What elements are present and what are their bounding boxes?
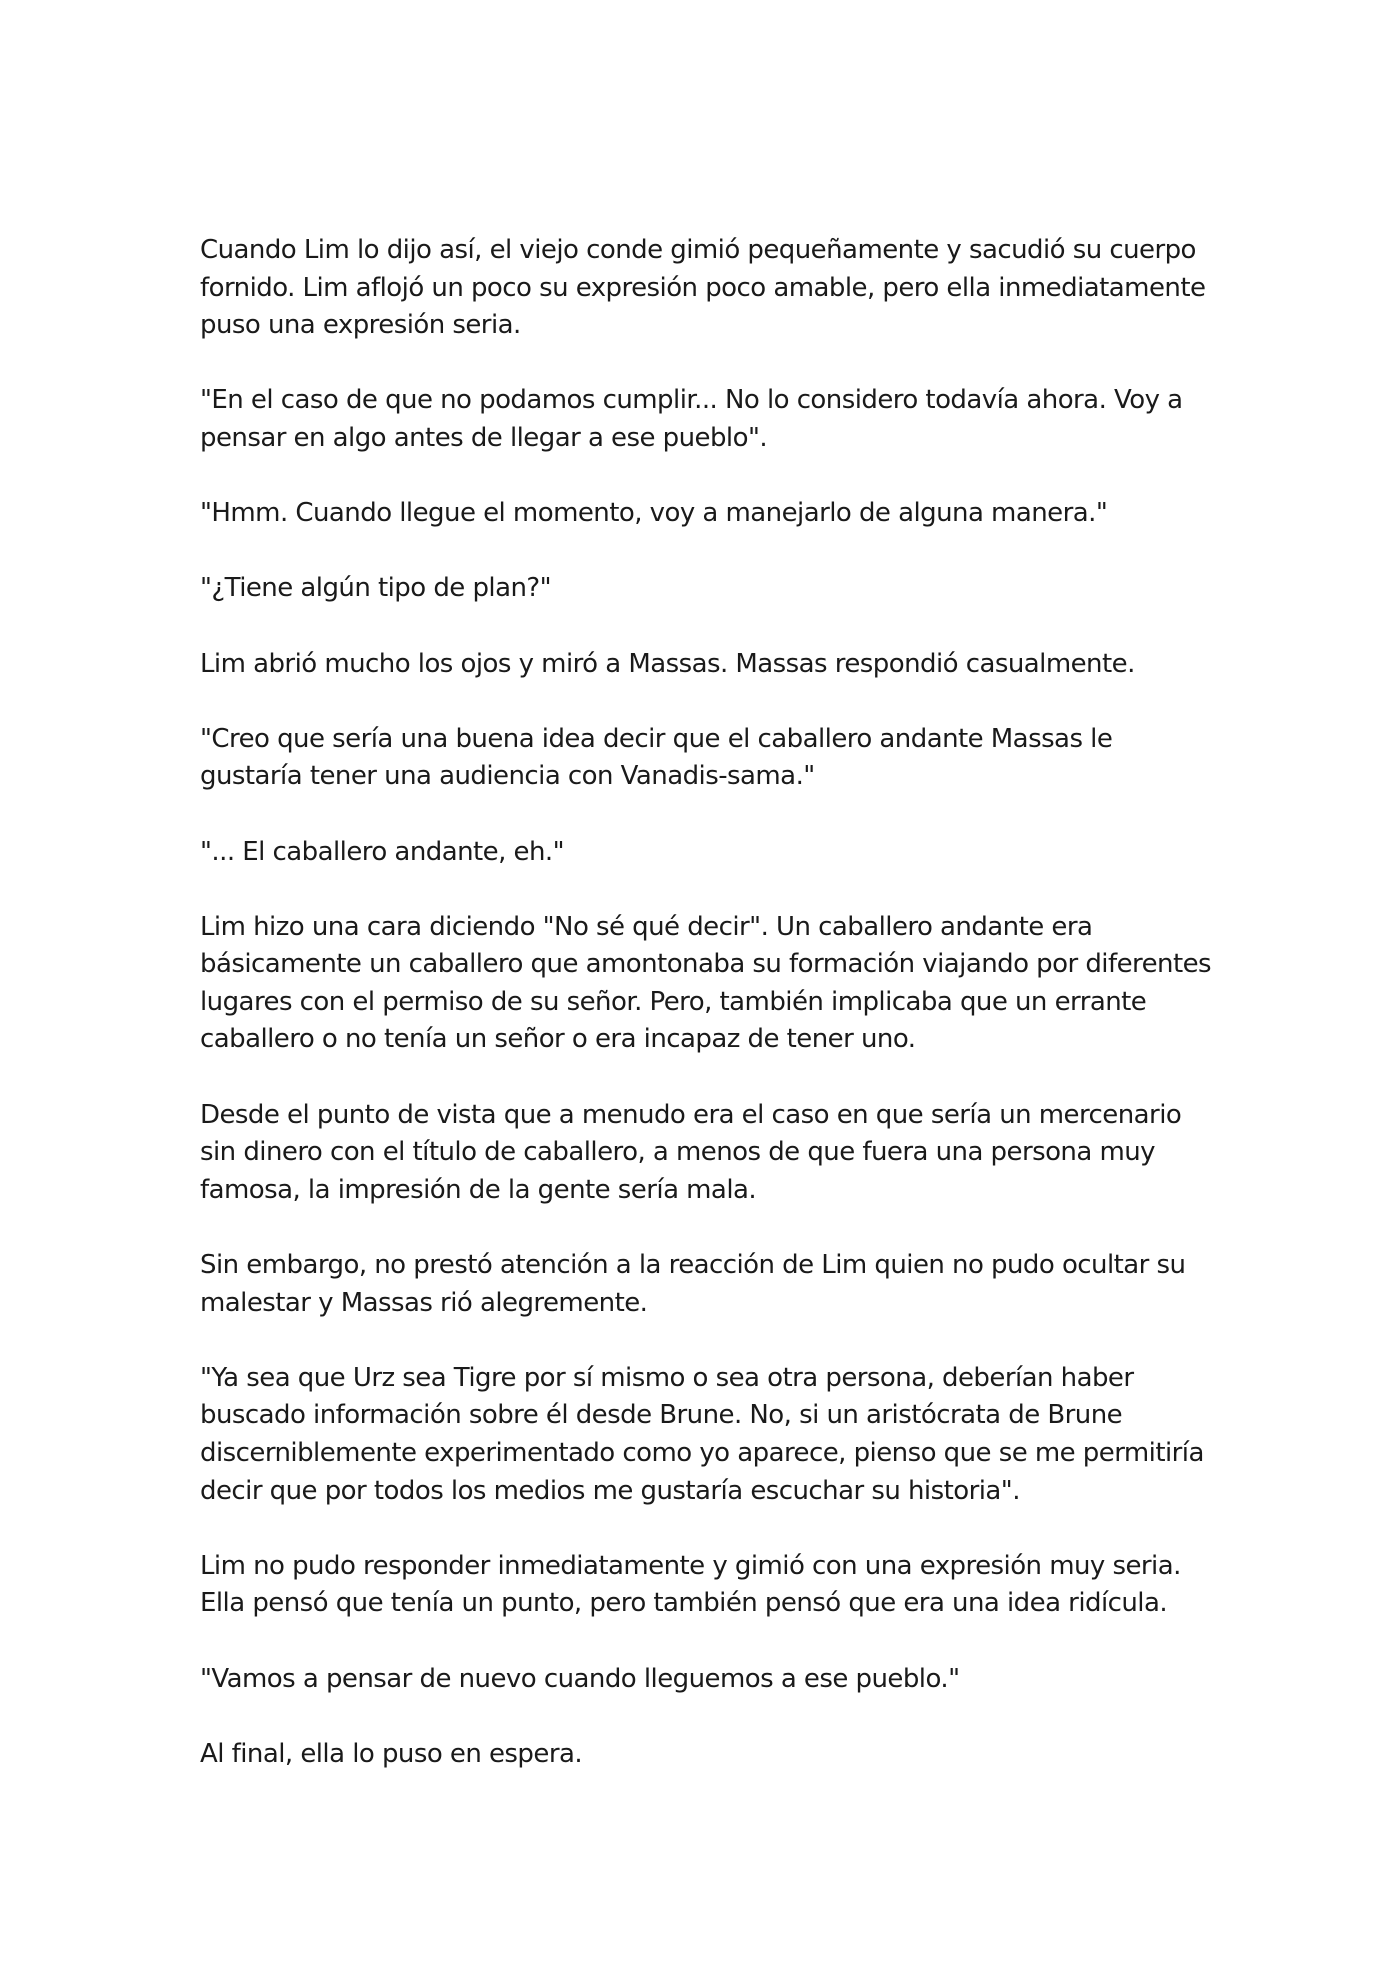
paragraph-14: Al final, ella lo puso en espera. <box>200 1738 583 1769</box>
paragraph-11: "Ya sea que Urz sea Tigre por sí mismo o sea otra persona, deberían haber buscado información sobre él desde Brune. No, si un aristócrata de Brune discerniblemente experimentado como yo aparece, pienso que se me permitiría decir que por todos los medios me gustaría escuchar su historia". <box>200 1362 1204 1506</box>
paragraph-5: Lim abrió mucho los ojos y miró a Massas. Massas respondió casualmente. <box>200 648 1135 679</box>
paragraph-2: "En el caso de que no podamos cumplir... No lo considero todavía ahora. Voy a pensar en algo antes de llegar a ese pueblo". <box>200 385 1183 453</box>
paragraph-9: Desde el punto de vista que a menudo era el caso en que sería un mercenario sin dinero con el título de caballero, a menos de que fuera una persona muy famosa, la impresión de la gente sería mala. <box>200 1099 1182 1205</box>
paragraph-10: Sin embargo, no prestó atención a la reacción de Lim quien no pudo ocultar su malestar y Massas rió alegremente. <box>200 1250 1186 1318</box>
document-body <box>200 232 1220 1773</box>
paragraph-8: Lim hizo una cara diciendo "No sé qué decir". Un caballero andante era básicamente un caballero que amontonaba su formación viajando por diferentes lugares con el permiso de su señor. Pero, también implicaba que un errante caballero o no tenía un señor o era incapaz de tener uno. <box>200 911 1212 1055</box>
paragraph-13: "Vamos a pensar de nuevo cuando lleguemos a ese pueblo." <box>200 1663 960 1694</box>
paragraph-4: "¿Tiene algún tipo de plan?" <box>200 573 552 604</box>
paragraph-7: "... El caballero andante, eh." <box>200 836 565 867</box>
paragraph-1: Cuando Lim lo dijo así, el viejo conde gimió pequeñamente y sacudió su cuerpo fornido. Lim aflojó un poco su expresión poco amable, pero ella inmediatamente puso una expresión seria. <box>200 235 1206 341</box>
paragraph-12: Lim no pudo responder inmediatamente y gimió con una expresión muy seria. Ella pensó que tenía un punto, pero también pensó que era una idea ridícula. <box>200 1550 1181 1619</box>
paragraph-3: "Hmm. Cuando llegue el momento, voy a manejarlo de alguna manera." <box>200 498 1108 529</box>
paragraph-6: "Creo que sería una buena idea decir que el caballero andante Massas le gustaría tener una audiencia con Vanadis-sama." <box>200 723 1113 792</box>
